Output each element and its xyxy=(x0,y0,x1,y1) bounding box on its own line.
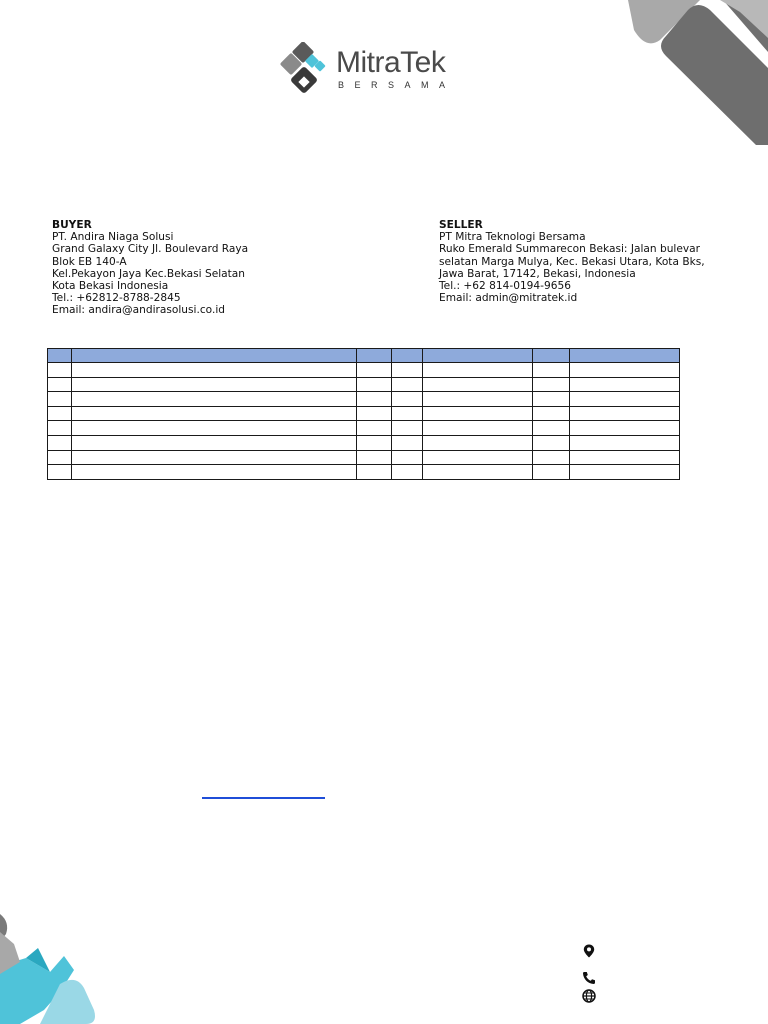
table-cell xyxy=(570,392,680,407)
table-cell xyxy=(357,450,392,465)
seller-company: PT Mitra Teknologi Bersama xyxy=(439,231,586,244)
location-pin-icon xyxy=(582,944,596,958)
table-cell xyxy=(48,450,72,465)
table-cell xyxy=(72,363,357,378)
seller-block xyxy=(439,219,705,304)
buyer-address-line: Grand Galaxy City Jl. Boulevard Raya xyxy=(52,243,249,256)
corner-decoration-top-right xyxy=(628,0,768,145)
table-header-cell xyxy=(423,349,533,363)
link-underline xyxy=(202,797,325,799)
table-cell xyxy=(570,450,680,465)
table-cell xyxy=(48,406,72,421)
table-cell xyxy=(357,377,392,392)
table-cell xyxy=(570,421,680,436)
table-row xyxy=(48,406,680,421)
table-cell xyxy=(72,406,357,421)
table-cell xyxy=(72,465,357,480)
table-cell xyxy=(533,421,570,436)
seller-email: Email: admin@mitratek.id xyxy=(439,292,578,305)
table-header-cell xyxy=(570,349,680,363)
logo-mark-icon xyxy=(280,42,332,102)
logo-tagline: BERSAMA xyxy=(338,80,456,90)
table-header-row xyxy=(48,349,680,363)
buyer-phone: Tel.: +62812-8788-2845 xyxy=(52,292,181,305)
table-cell xyxy=(392,421,423,436)
phone-icon xyxy=(582,971,596,985)
table-cell xyxy=(423,435,533,450)
table-cell xyxy=(392,377,423,392)
table-cell xyxy=(48,435,72,450)
buyer-address-line: Blok EB 140-A xyxy=(52,255,127,268)
table-row xyxy=(48,392,680,407)
table-cell xyxy=(533,465,570,480)
table-cell xyxy=(533,450,570,465)
table-cell xyxy=(570,465,680,480)
table-row xyxy=(48,363,680,378)
table-cell xyxy=(357,406,392,421)
table-cell xyxy=(392,406,423,421)
table-cell xyxy=(72,421,357,436)
table-header-cell xyxy=(72,349,357,363)
seller-address-line: selatan Marga Mulya, Kec. Bekasi Utara, Kota Bks, xyxy=(439,255,705,268)
buyer-address-line: Kel.Pekayon Jaya Kec.Bekasi Selatan xyxy=(52,267,246,280)
table-cell xyxy=(533,377,570,392)
table-cell xyxy=(533,435,570,450)
seller-address-line: Jawa Barat, 17142, Bekasi, Indonesia xyxy=(439,267,636,280)
table-header-cell xyxy=(533,349,570,363)
table-cell xyxy=(48,392,72,407)
table-cell xyxy=(357,465,392,480)
seller-address-line: Ruko Emerald Summarecon Bekasi: Jalan bulevar xyxy=(439,243,700,256)
table-cell xyxy=(392,363,423,378)
table-cell xyxy=(423,406,533,421)
table-row xyxy=(48,465,680,480)
table-header-cell xyxy=(357,349,392,363)
globe-icon xyxy=(582,989,596,1003)
table-cell xyxy=(533,392,570,407)
company-logo xyxy=(280,42,470,102)
logo-wordmark: MitraTek xyxy=(336,46,446,79)
table-cell xyxy=(570,377,680,392)
table-cell xyxy=(357,435,392,450)
table-cell xyxy=(392,392,423,407)
table-cell xyxy=(48,465,72,480)
table-row xyxy=(48,435,680,450)
table-cell xyxy=(533,363,570,378)
buyer-email: Email: andira@andirasolusi.co.id xyxy=(52,304,226,317)
table-cell xyxy=(533,406,570,421)
table-cell xyxy=(48,377,72,392)
table-cell xyxy=(48,421,72,436)
table-row xyxy=(48,421,680,436)
table-header-cell xyxy=(392,349,423,363)
corner-decoration-bottom-left xyxy=(0,914,100,1024)
table-cell xyxy=(357,392,392,407)
table-cell xyxy=(357,363,392,378)
table-cell xyxy=(357,421,392,436)
table-cell xyxy=(72,450,357,465)
table-cell xyxy=(48,363,72,378)
seller-heading: SELLER xyxy=(439,219,483,231)
table-cell xyxy=(72,377,357,392)
table-row xyxy=(48,450,680,465)
table-cell xyxy=(423,450,533,465)
table-cell xyxy=(392,465,423,480)
buyer-address-line: Kota Bekasi Indonesia xyxy=(52,280,169,293)
table-cell xyxy=(392,450,423,465)
table-cell xyxy=(392,435,423,450)
table-cell xyxy=(423,421,533,436)
table-cell xyxy=(423,363,533,378)
table-row xyxy=(48,377,680,392)
seller-phone: Tel.: +62 814-0194-9656 xyxy=(439,280,571,293)
table-header-cell xyxy=(48,349,72,363)
table-cell xyxy=(570,363,680,378)
table-cell xyxy=(72,435,357,450)
buyer-block xyxy=(52,219,248,317)
table-cell xyxy=(570,435,680,450)
table-cell xyxy=(72,392,357,407)
buyer-company: PT. Andira Niaga Solusi xyxy=(52,231,174,244)
table-cell xyxy=(423,392,533,407)
buyer-heading: BUYER xyxy=(52,219,92,231)
table-cell xyxy=(570,406,680,421)
table-cell xyxy=(423,465,533,480)
items-table xyxy=(47,348,680,480)
table-cell xyxy=(423,377,533,392)
